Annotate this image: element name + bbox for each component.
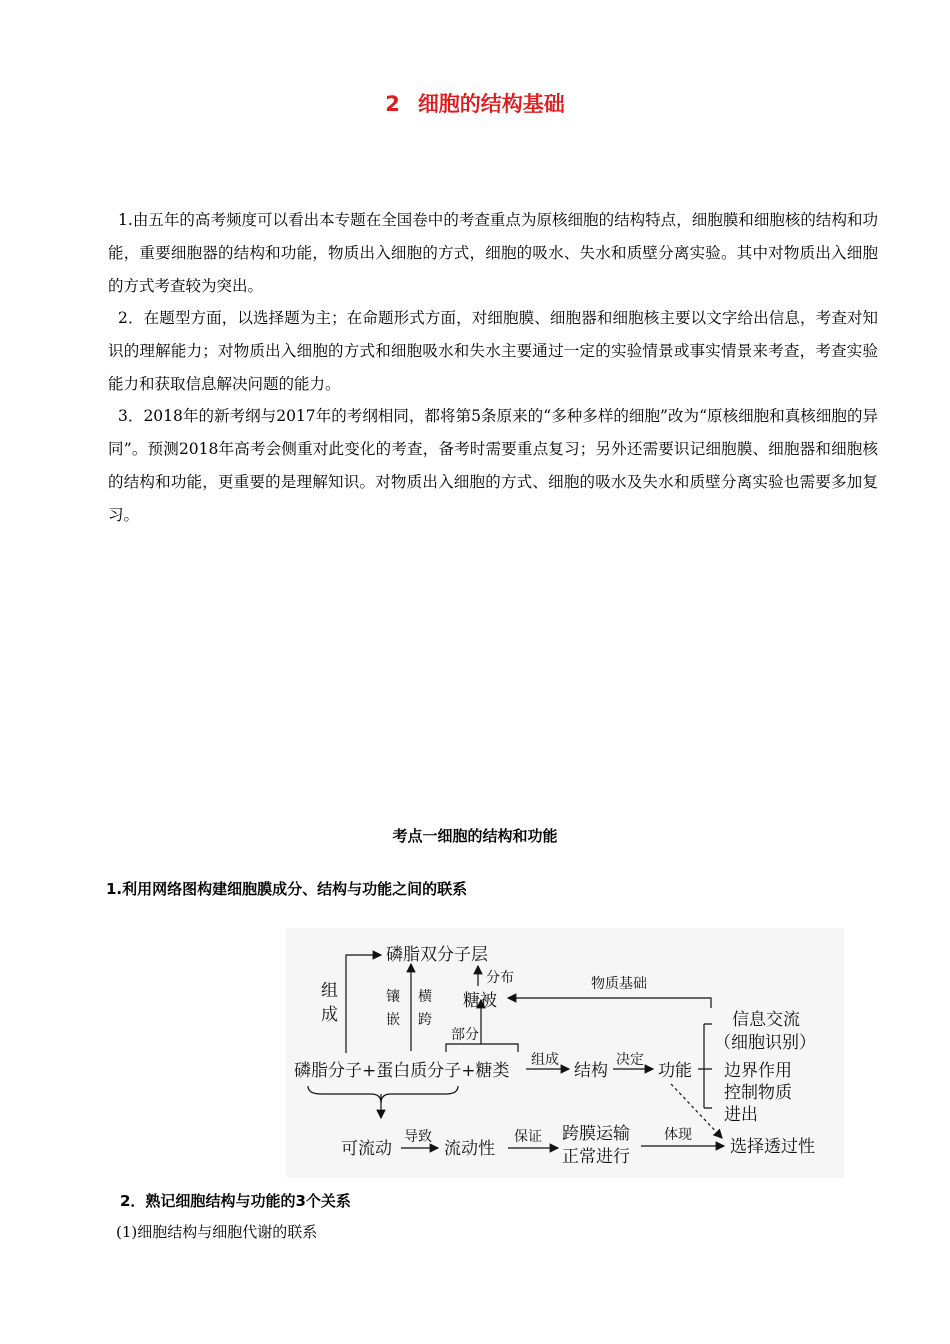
subheading-three-relations: 2．熟记细胞结构与功能的3个关系 bbox=[120, 1192, 351, 1210]
bracket-function bbox=[698, 1024, 712, 1108]
label-leads-to: 导致 bbox=[404, 1129, 432, 1145]
title-text: 细胞的结构基础 bbox=[417, 92, 565, 116]
paragraph-3: 3．2018年的新考纲与2017年的考纲相同，都将第5条原来的“多种多样的细胞”改为“原核细胞和真核细胞的异同”。预测2018年高考会侧重对此变化的考查，备考时需要重点复习；另外还需要识记细胞膜、细胞器和细胞核的结构和功能，更重要的是理解知识。对物质出入细胞的方式、细胞的吸水及失水和质壁分离实验也需要多加复习。 bbox=[108, 407, 878, 524]
label-boundary: 边界作用 bbox=[724, 1061, 792, 1081]
label-selective: 选择透过性 bbox=[730, 1137, 815, 1157]
arrow-material-basis bbox=[508, 998, 711, 1008]
label-info-exchange: 信息交流 bbox=[732, 1010, 800, 1030]
paragraph-1: 1.由五年的高考频度可以看出本专题在全国卷中的考查重点为原核细胞的结构特点，细胞膜和细胞核的结构和功能，重要细胞器的结构和功能，物质出入细胞的方式，细胞的吸水、失水和质壁分离实验。其中对物质出入细胞的方式考查较为突出。 bbox=[108, 211, 878, 295]
label-transport-2: 正常进行 bbox=[562, 1147, 630, 1167]
label-control-2: 进出 bbox=[724, 1105, 758, 1125]
bracket-part bbox=[446, 1044, 518, 1052]
membrane-concept-diagram bbox=[286, 928, 844, 1178]
label-span-2: 跨 bbox=[418, 1012, 432, 1028]
title-number: 2 bbox=[385, 92, 400, 116]
label-glycocalyx: 糖被 bbox=[463, 991, 497, 1011]
label-embed-1: 镶 bbox=[386, 989, 400, 1005]
label-mobile: 可流动 bbox=[341, 1139, 392, 1159]
label-compose-1: 组 bbox=[321, 981, 338, 1001]
label-control-1: 控制物质 bbox=[724, 1083, 792, 1103]
label-compose-2: 成 bbox=[321, 1005, 338, 1025]
label-decide: 决定 bbox=[616, 1052, 644, 1068]
label-structure: 结构 bbox=[574, 1061, 608, 1081]
label-embody: 体现 bbox=[664, 1127, 692, 1143]
label-cell-recognition: （细胞识别） bbox=[714, 1033, 816, 1053]
label-embed-2: 嵌 bbox=[386, 1012, 400, 1028]
label-bilayer: 磷脂双分子层 bbox=[386, 945, 488, 965]
label-function: 功能 bbox=[658, 1061, 692, 1081]
section-title: 考点一细胞的结构和功能 bbox=[392, 827, 558, 845]
label-material-basis: 物质基础 bbox=[591, 976, 647, 992]
label-span-1: 横 bbox=[418, 989, 432, 1005]
label-transport-1: 跨膜运输 bbox=[562, 1124, 630, 1144]
diagram-canvas bbox=[286, 928, 844, 1178]
label-part: 部分 bbox=[451, 1027, 479, 1043]
label-fluidity: 流动性 bbox=[444, 1139, 495, 1159]
document-title bbox=[0, 88, 950, 118]
paragraph-2: 2．在题型方面，以选择题为主；在命题形式方面，对细胞膜、细胞器和细胞核主要以文字给出信息，考查对知识的理解能力；对物质出入细胞的方式和细胞吸水和失水主要通过一定的实验情景或事实情景来考查，考查实验能力和获取信息解决问题的能力。 bbox=[108, 309, 878, 393]
brace-bottom bbox=[308, 1086, 458, 1103]
label-ensure: 保证 bbox=[514, 1129, 542, 1145]
label-distribute: 分布 bbox=[486, 970, 514, 986]
subitem-metabolism: (1)细胞结构与细胞代谢的联系 bbox=[116, 1223, 318, 1241]
subheading-membrane-network: 1.利用网络图构建细胞膜成分、结构与功能之间的联系 bbox=[106, 880, 468, 898]
label-components: 磷脂分子+蛋白质分子+糖类 bbox=[294, 1061, 510, 1081]
arrow-compose bbox=[346, 955, 381, 1053]
label-compose-arrow: 组成 bbox=[531, 1052, 559, 1068]
